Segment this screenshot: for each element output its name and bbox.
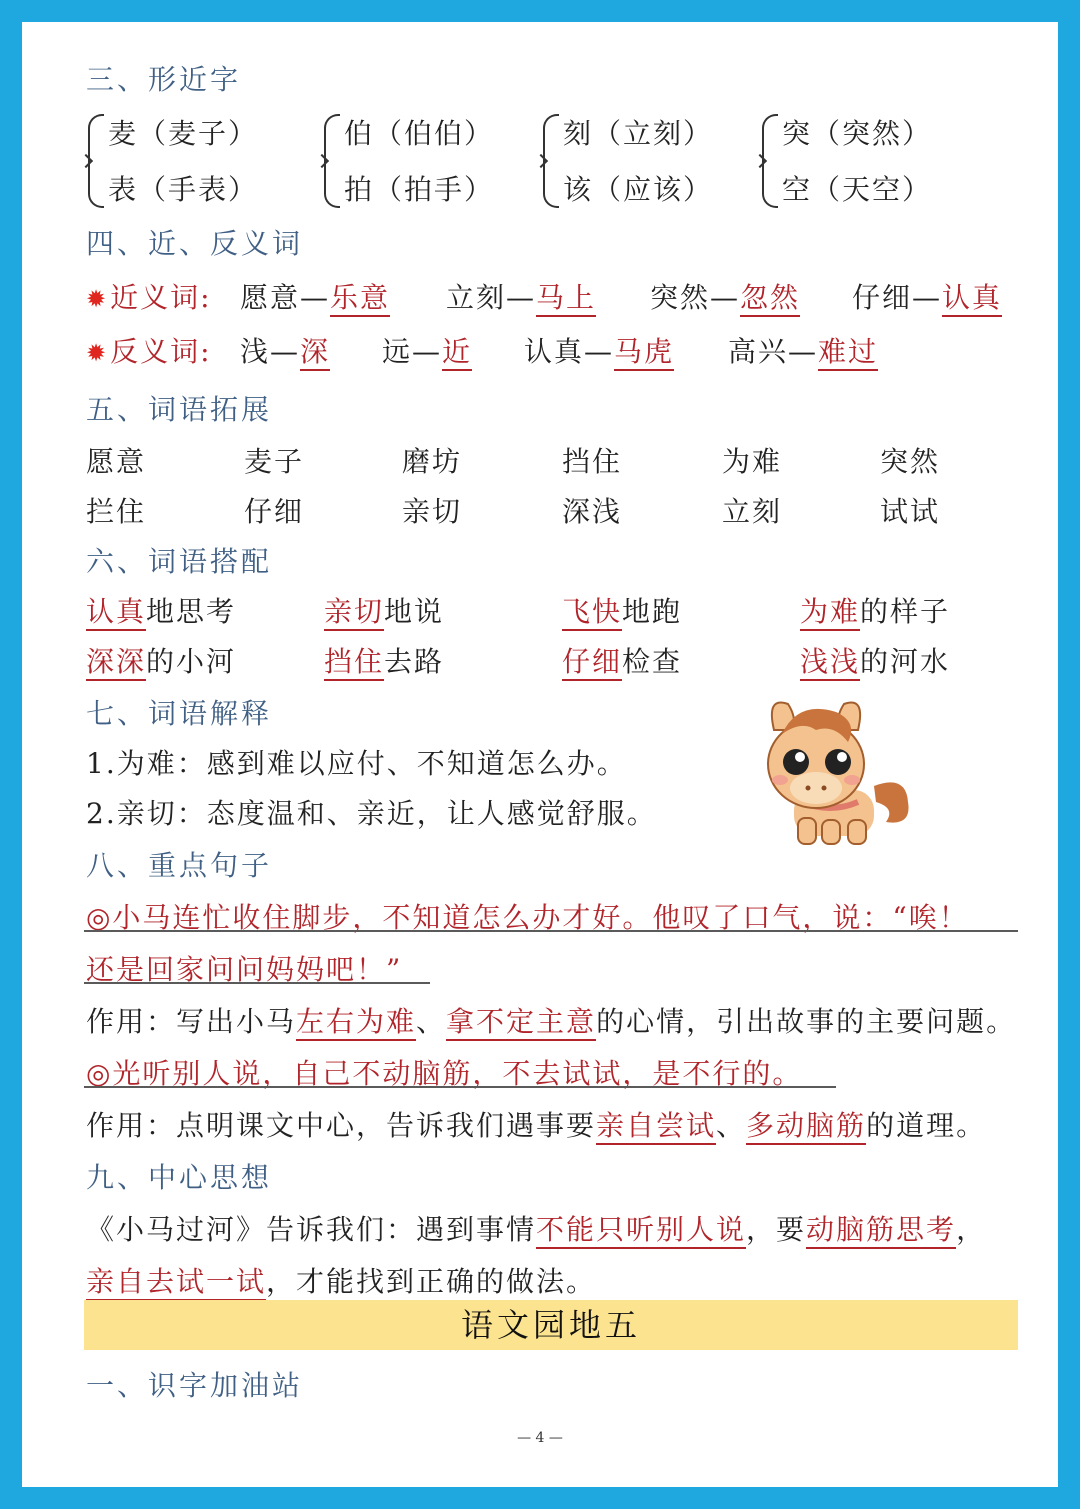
similar-char-4a: 突（突然）	[782, 117, 933, 150]
antonym-pair: 高兴—难过	[728, 330, 878, 370]
collocation: 亲切地说	[324, 590, 444, 630]
word-item: 亲切	[402, 495, 463, 528]
central-idea-line1: 《小马过河》告诉我们：遇到事情不能只听别人说，要动脑筋思考，	[86, 1208, 986, 1248]
brace-3	[543, 114, 559, 208]
sun-icon: ✹	[86, 285, 109, 313]
brace-1	[88, 114, 104, 208]
antonym-answer: 马虎	[614, 335, 674, 371]
synonym-row	[86, 276, 212, 316]
word-item: 愿意	[86, 445, 147, 478]
sentence-underline	[84, 1086, 836, 1088]
section-3-title: 三、形近字	[86, 63, 242, 96]
key-sentence-1-line1: ◎小马连忙收住脚步，不知道怎么办才好。他叹了口气，说：“唉！	[86, 901, 969, 934]
word-item: 麦子	[244, 445, 305, 478]
synonym-label: 近义词:	[110, 281, 212, 314]
similar-char-2a: 伯（伯伯）	[344, 117, 495, 150]
collocation: 浅浅的河水	[800, 640, 950, 680]
synonym-pair: 仔细—认真	[852, 276, 1002, 316]
similar-char-4b: 空（天空）	[782, 173, 933, 206]
brace-2	[324, 114, 340, 208]
similar-char-1a: 麦（麦子）	[108, 117, 259, 150]
word-item: 仔细	[244, 495, 305, 528]
worksheet-page	[22, 22, 1058, 1487]
antonym-label: 反义词:	[110, 335, 212, 368]
key-sentence-2: ◎光听别人说，自己不动脑筋，不去试试，是不行的。	[86, 1057, 803, 1090]
section-4-title: 四、近、反义词	[86, 227, 304, 260]
antonym-pair: 认真—马虎	[524, 330, 674, 370]
page-number: — 4 —	[517, 1430, 563, 1446]
collocation: 仔细检查	[562, 640, 682, 680]
definition-2: 2.亲切：态度温和、亲近，让人感觉舒服。	[86, 797, 657, 830]
section-8-title: 八、重点句子	[86, 849, 273, 882]
brace-4	[762, 114, 778, 208]
effect-1: 作用：写出小马左右为难、拿不定主意的心情，引出故事的主要问题。	[86, 1000, 1016, 1040]
synonym-pair: 立刻—马上	[446, 276, 596, 316]
word-item: 突然	[880, 445, 941, 478]
word-item: 立刻	[722, 495, 783, 528]
section-7-title: 七、词语解释	[86, 697, 273, 730]
synonym-answer: 乐意	[330, 281, 390, 317]
word-item: 磨坊	[402, 445, 463, 478]
antonym-answer: 难过	[818, 335, 878, 371]
sun-icon: ✹	[86, 339, 109, 367]
synonym-answer: 忽然	[740, 281, 800, 317]
collocation: 飞快地跑	[562, 590, 682, 630]
synonym-answer: 认真	[942, 281, 1002, 317]
antonym-row	[86, 330, 212, 370]
synonym-answer: 马上	[536, 281, 596, 317]
section-5-title: 五、词语拓展	[86, 393, 273, 426]
synonym-pair: 愿意—乐意	[240, 276, 390, 316]
word-item: 为难	[722, 445, 783, 478]
word-item: 拦住	[86, 495, 147, 528]
section-6-title: 六、词语搭配	[86, 545, 273, 578]
synonym-pair: 突然—忽然	[650, 276, 800, 316]
word-item: 挡住	[562, 445, 623, 478]
antonym-answer: 深	[300, 335, 330, 371]
effect-2: 作用：点明课文中心，告诉我们遇事要亲自尝试、多动脑筋的道理。	[86, 1104, 986, 1144]
word-item: 试试	[880, 495, 941, 528]
collocation: 认真地思考	[86, 590, 236, 630]
similar-char-1b: 表（手表）	[108, 173, 259, 206]
collocation: 深深的小河	[86, 640, 236, 680]
antonym-answer: 近	[442, 335, 472, 371]
similar-char-3b: 该（应该）	[563, 173, 714, 206]
sentence-underline	[84, 930, 1018, 932]
similar-char-2b: 拍（拍手）	[344, 173, 495, 206]
next-section-title: 一、识字加油站	[86, 1369, 304, 1402]
unit-banner: 语文园地五	[84, 1300, 1018, 1350]
collocation: 挡住去路	[324, 640, 444, 680]
definition-1: 1.为难：感到难以应付、不知道怎么办。	[86, 747, 627, 780]
central-idea-line2: 亲自去试一试，才能找到正确的做法。	[86, 1260, 596, 1300]
similar-char-3a: 刻（立刻）	[563, 117, 714, 150]
sentence-underline	[84, 982, 430, 984]
key-sentence-1-line2: 还是回家问问妈妈吧！”	[86, 953, 403, 986]
antonym-pair: 远—近	[382, 330, 472, 370]
antonym-pair: 浅—深	[240, 330, 330, 370]
collocation: 为难的样子	[800, 590, 950, 630]
section-9-title: 九、中心思想	[86, 1161, 273, 1194]
word-item: 深浅	[562, 495, 623, 528]
pony-illustration	[746, 690, 916, 852]
